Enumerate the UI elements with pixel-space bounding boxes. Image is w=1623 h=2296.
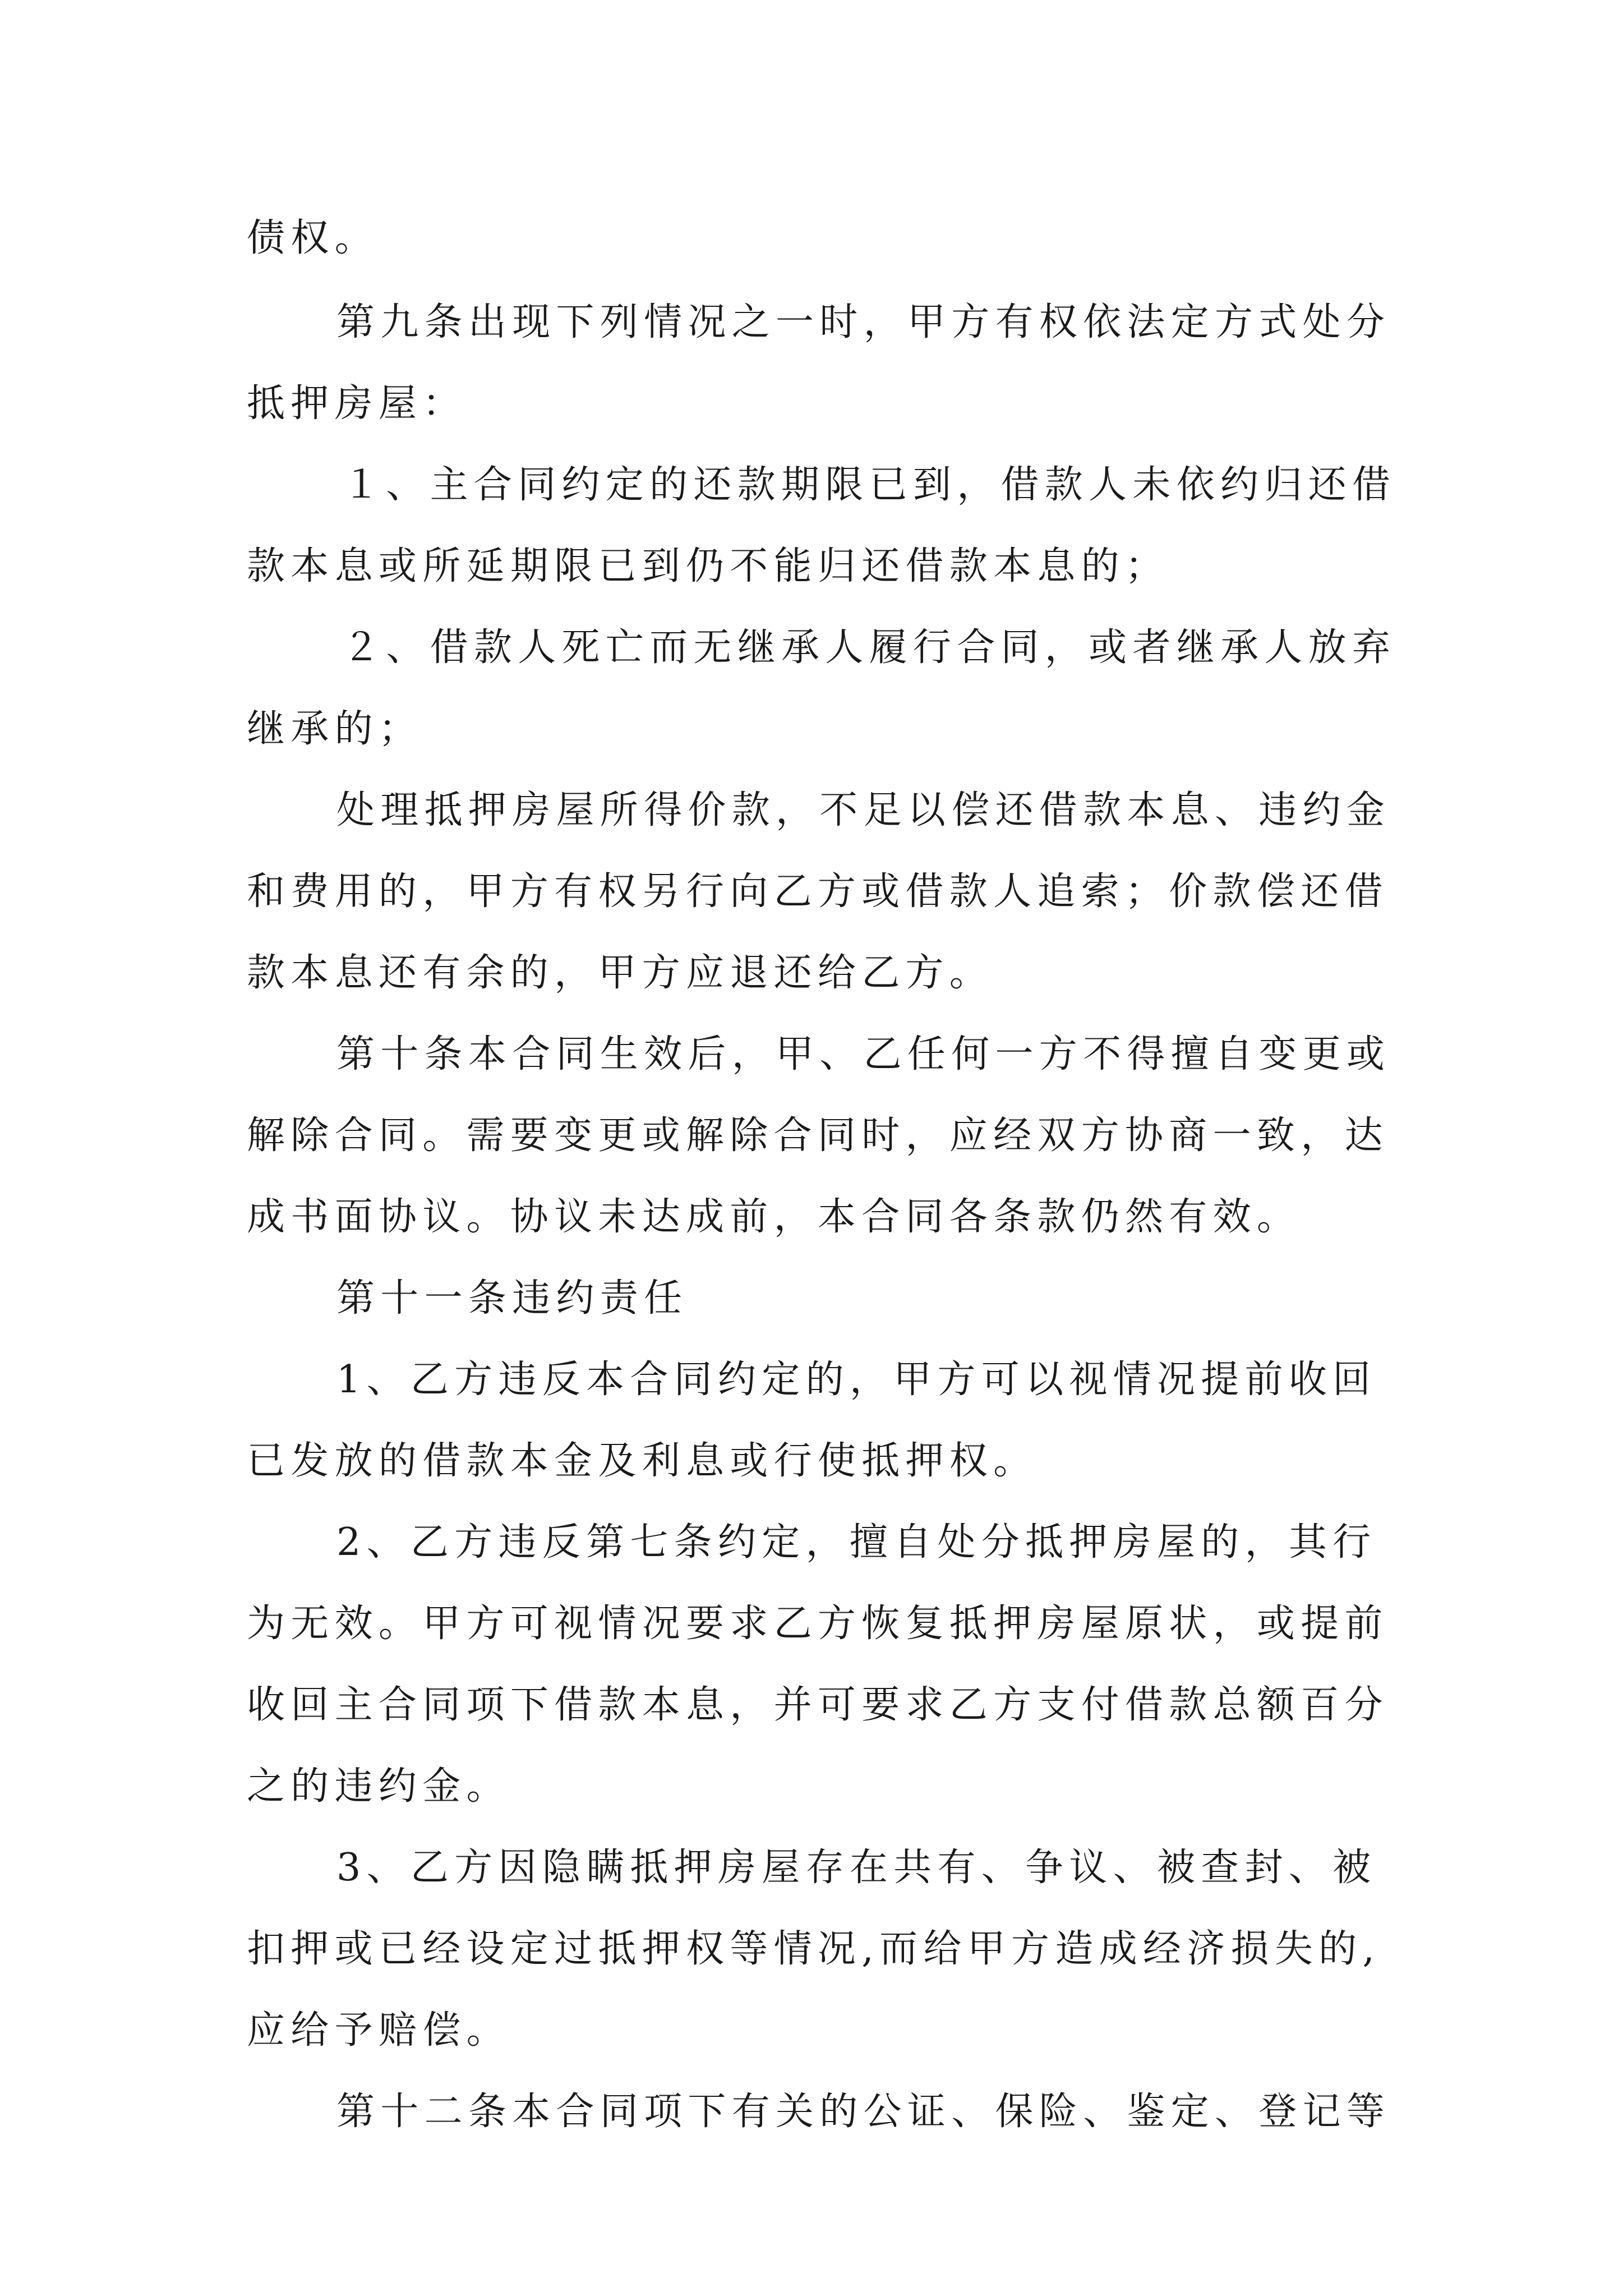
text-line: 1、乙方违反本合同约定的，甲方可以视情况提前收回 <box>336 1358 1377 1402</box>
text-line: 解除合同。需要变更或解除合同时，应经双方协商一致，达 <box>247 1114 1389 1158</box>
text-line: 之的违约金。 <box>247 1764 510 1809</box>
text-line: 已发放的借款本金及利息或行使抵押权。 <box>247 1439 1038 1483</box>
text-line: ２、借款人死亡而无继承人履行合同，或者继承人放弃 <box>342 625 1396 670</box>
text-line: 款本息还有余的，甲方应退还给乙方。 <box>247 951 994 995</box>
text-line: 债权。 <box>247 216 379 260</box>
text-line: 扣押或已经设定过抵押权等情况,而给甲方造成经济损失的, <box>247 1927 1381 1971</box>
text-line: 继承的； <box>247 707 423 751</box>
text-line: 处理抵押房屋所得价款，不足以偿还借款本息、违约金 <box>336 788 1391 832</box>
text-line: 2、乙方违反第七条约定，擅自处分抵押房屋的，其行 <box>336 1520 1377 1565</box>
text-line: 成书面协议。协议未达成前，本合同各条款仍然有效。 <box>247 1195 1301 1239</box>
text-line: 第十条本合同生效后，甲、乙任何一方不得擅自变更或 <box>336 1032 1391 1076</box>
text-line: 款本息或所延期限已到仍不能归还借款本息的； <box>247 544 1169 588</box>
text-line: 为无效。甲方可视情况要求乙方恢复抵押房屋原状，或提前 <box>247 1602 1389 1646</box>
section-heading: 第十一条违约责任 <box>336 1276 688 1320</box>
text-line: 收回主合同项下借款本息，并可要求乙方支付借款总额百分 <box>247 1683 1389 1727</box>
text-line: 第九条出现下列情况之一时，甲方有权依法定方式处分 <box>336 300 1391 344</box>
text-line: 抵押房屋： <box>247 381 467 426</box>
text-line: 应给予赔偿。 <box>247 2008 510 2053</box>
text-line: 第十二条本合同项下有关的公证、保险、鉴定、登记等 <box>336 2090 1391 2134</box>
text-line: 3、乙方因隐瞒抵押房屋存在共有、争议、被查封、被 <box>336 1846 1377 1890</box>
text-line: １、主合同约定的还款期限已到，借款人未依约归还借 <box>342 463 1396 507</box>
text-line: 和费用的，甲方有权另行向乙方或借款人追索；价款偿还借 <box>247 869 1389 914</box>
